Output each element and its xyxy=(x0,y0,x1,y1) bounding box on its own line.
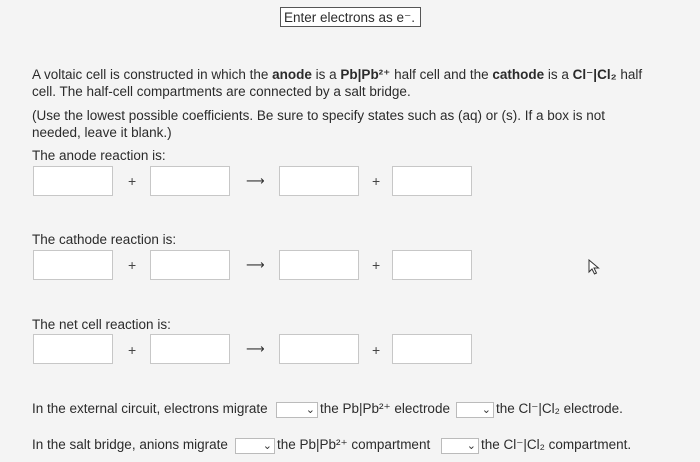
external-circuit-prefix: In the external circuit, electrons migrate xyxy=(32,401,268,416)
net-product-1-input[interactable] xyxy=(279,334,359,364)
cathode-half-cell: Cl⁻|Cl₂ xyxy=(572,67,617,82)
cathode-term: cathode xyxy=(492,67,545,82)
external-circuit-suffix: the Cl⁻|Cl₂ electrode. xyxy=(496,401,623,416)
plus-sign: + xyxy=(372,173,381,189)
reaction-arrow: ⟶ xyxy=(246,341,265,356)
plus-sign: + xyxy=(128,257,137,273)
electron-entry-hint: Enter electrons as e⁻. xyxy=(280,7,421,27)
net-reactant-2-input[interactable] xyxy=(150,334,230,364)
anode-reactant-2-input[interactable] xyxy=(150,166,230,196)
anode-reactant-1-input[interactable] xyxy=(33,166,113,196)
cathode-reactant-2-input[interactable] xyxy=(150,250,230,280)
instructions: (Use the lowest possible coefficients. Be sure to specify states such as (aq) or (s). If a box is not needed, leave it blank.) xyxy=(32,108,606,140)
salt-bridge-prefix: In the salt bridge, anions migrate xyxy=(32,437,228,452)
anode-reaction-label: The anode reaction is: xyxy=(32,148,166,163)
net-product-2-input[interactable] xyxy=(392,334,472,364)
salt-bridge-suffix: the Cl⁻|Cl₂ compartment. xyxy=(481,437,632,452)
anode-half-cell: Pb|Pb²⁺ xyxy=(340,67,391,82)
intro-text: half cell. The half-cell compartments are connected by a salt bridge. xyxy=(32,67,643,99)
plus-sign: + xyxy=(128,173,137,189)
cathode-product-2-input[interactable] xyxy=(392,250,472,280)
anode-term: anode xyxy=(272,67,312,82)
anode-product-1-input[interactable] xyxy=(279,166,359,196)
external-circuit-mid: the Pb|Pb²⁺ electrode xyxy=(320,401,450,416)
plus-sign: + xyxy=(372,257,381,273)
plus-sign: + xyxy=(128,342,137,358)
cathode-product-1-input[interactable] xyxy=(279,250,359,280)
reaction-arrow: ⟶ xyxy=(246,173,265,188)
external-circuit-dropdown-2[interactable] xyxy=(456,402,494,418)
anode-product-2-input[interactable] xyxy=(392,166,472,196)
intro-text: half cell and the xyxy=(390,67,493,82)
salt-bridge-dropdown-1[interactable] xyxy=(235,438,275,454)
problem-description xyxy=(32,66,657,100)
net-reactant-1-input[interactable] xyxy=(33,334,113,364)
intro-text: is a xyxy=(311,67,341,82)
chevron-down-icon: ⌄ xyxy=(466,440,476,452)
chevron-down-icon: ⌄ xyxy=(305,404,315,416)
salt-bridge-mid: the Pb|Pb²⁺ compartment xyxy=(277,437,431,452)
chevron-down-icon: ⌄ xyxy=(262,440,272,452)
plus-sign: + xyxy=(372,342,381,358)
reaction-arrow: ⟶ xyxy=(246,257,265,272)
intro-text: is a xyxy=(544,67,573,82)
net-reaction-label: The net cell reaction is: xyxy=(32,317,171,332)
cathode-reaction-label: The cathode reaction is: xyxy=(32,232,177,247)
mouse-pointer-icon xyxy=(588,259,600,275)
external-circuit-dropdown-1[interactable] xyxy=(276,402,318,418)
cathode-reactant-1-input[interactable] xyxy=(33,250,113,280)
chevron-down-icon: ⌄ xyxy=(481,404,491,416)
salt-bridge-dropdown-2[interactable] xyxy=(441,438,479,454)
intro-text: A voltaic cell is constructed in which the xyxy=(32,67,273,82)
